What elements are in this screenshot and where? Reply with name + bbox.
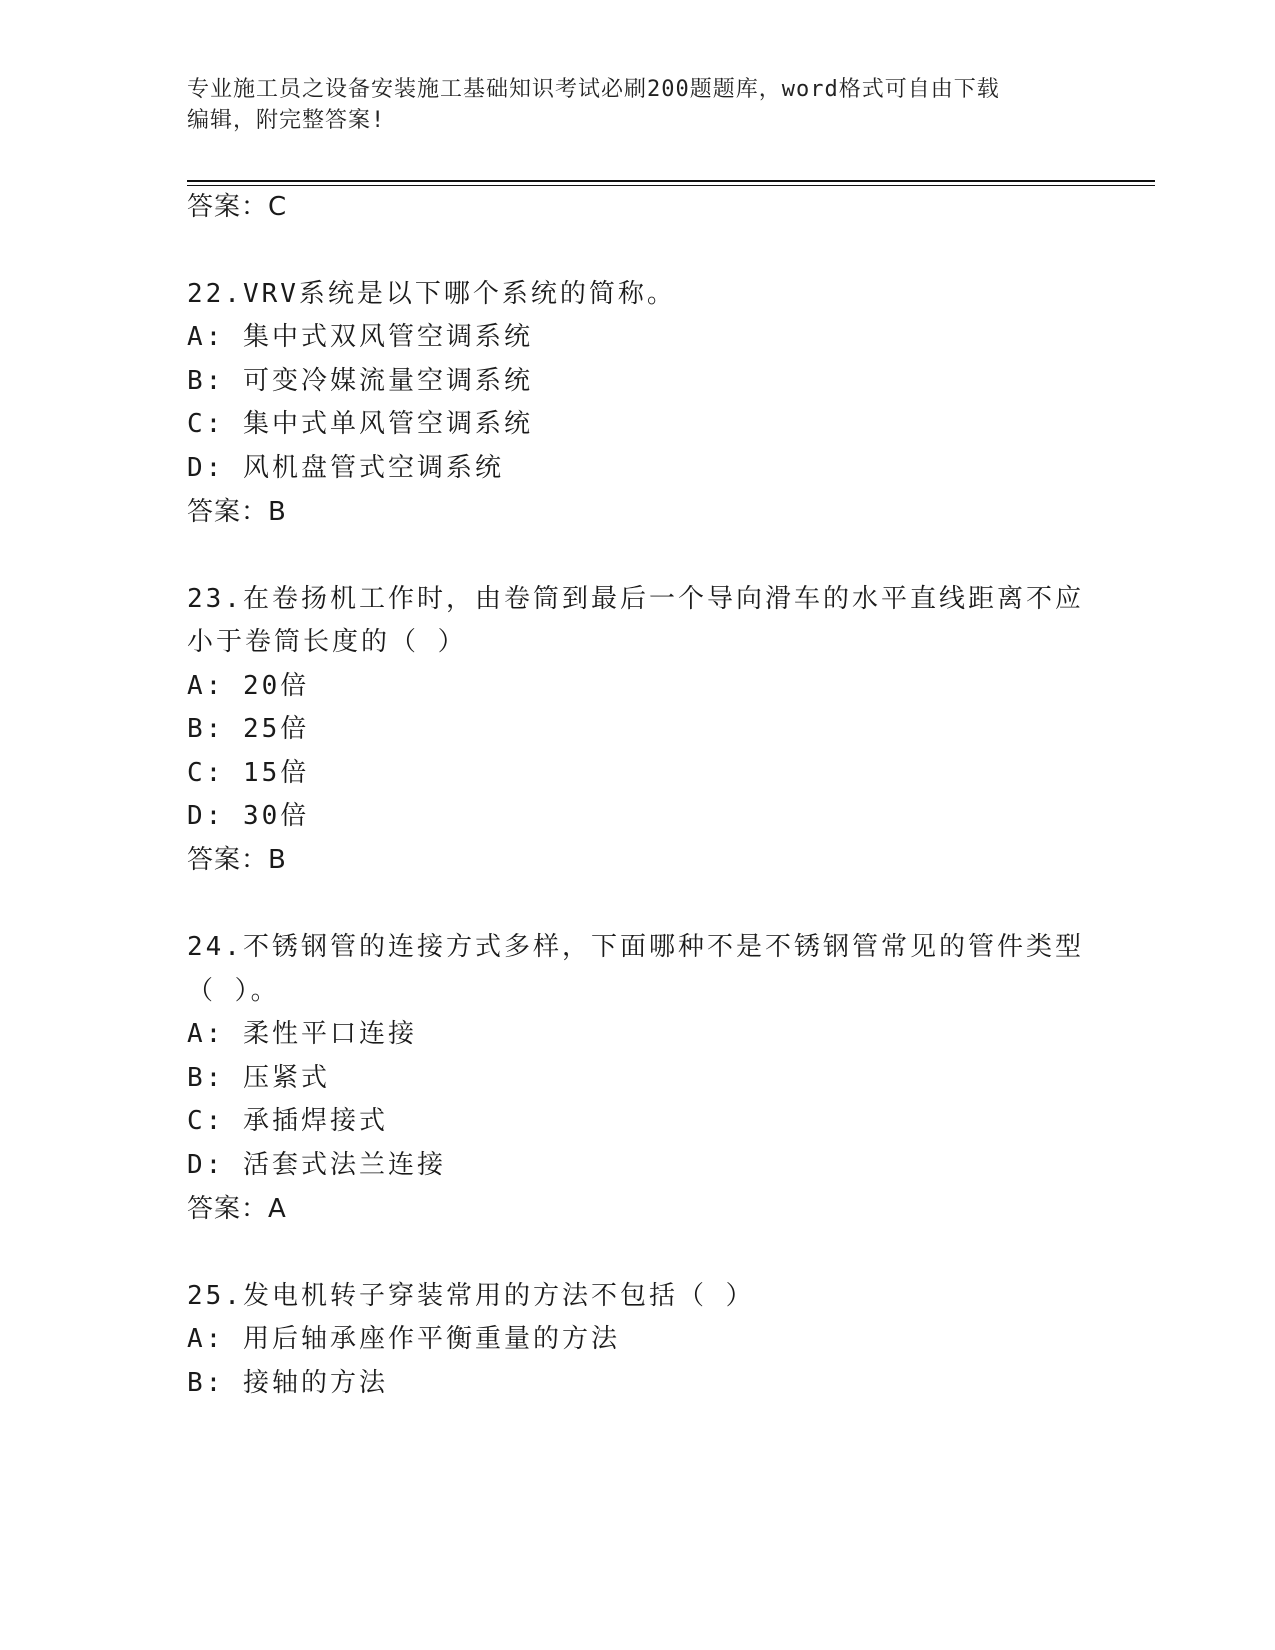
question-22-answer: 答案：B: [187, 497, 287, 527]
question-23-option-d: D: 30倍: [187, 801, 310, 831]
question-23-stem-line-2: 小于卷筒长度的（ ）: [187, 627, 467, 657]
question-24-option-a: A: 柔性平口连接: [187, 1019, 417, 1049]
question-24-stem-line-1: 24.不锈钢管的连接方式多样，下面哪种不是不锈钢管常见的管件类型: [187, 932, 1084, 962]
header-title-line-2: 编辑，附完整答案!: [187, 108, 386, 133]
question-25-stem: 25.发电机转子穿装常用的方法不包括（ ）: [187, 1281, 755, 1311]
question-22-option-a: A: 集中式双风管空调系统: [187, 322, 533, 352]
question-23-option-b: B: 25倍: [187, 714, 310, 744]
header-divider-thin: [187, 185, 1155, 186]
question-22-option-c: C: 集中式单风管空调系统: [187, 409, 533, 439]
question-23-option-a: A: 20倍: [187, 671, 310, 701]
question-23-stem-line-1: 23.在卷扬机工作时，由卷筒到最后一个导向滑车的水平直线距离不应: [187, 584, 1084, 614]
question-23-answer: 答案：B: [187, 845, 287, 875]
header-title-line-1: 专业施工员之设备安装施工基础知识考试必刷200题题库，word格式可自由下载: [187, 77, 1000, 102]
question-24-answer: 答案：A: [187, 1194, 287, 1224]
question-24-option-d: D: 活套式法兰连接: [187, 1150, 446, 1180]
question-23-option-c: C: 15倍: [187, 758, 310, 788]
question-25-option-b: B: 接轴的方法: [187, 1368, 388, 1398]
question-25-option-a: A: 用后轴承座作平衡重量的方法: [187, 1324, 620, 1354]
header-divider-thick: [187, 180, 1155, 182]
previous-answer: 答案：C: [187, 192, 288, 222]
page-header: [187, 74, 1087, 136]
question-24-stem-line-2: （ ）。: [187, 976, 280, 1006]
question-22-option-d: D: 风机盘管式空调系统: [187, 453, 504, 483]
question-24-option-c: C: 承插焊接式: [187, 1106, 388, 1136]
question-24-option-b: B: 压紧式: [187, 1063, 330, 1093]
question-22-stem: 22.VRV系统是以下哪个系统的简称。: [187, 279, 676, 309]
question-22-option-b: B: 可变冷媒流量空调系统: [187, 366, 533, 396]
